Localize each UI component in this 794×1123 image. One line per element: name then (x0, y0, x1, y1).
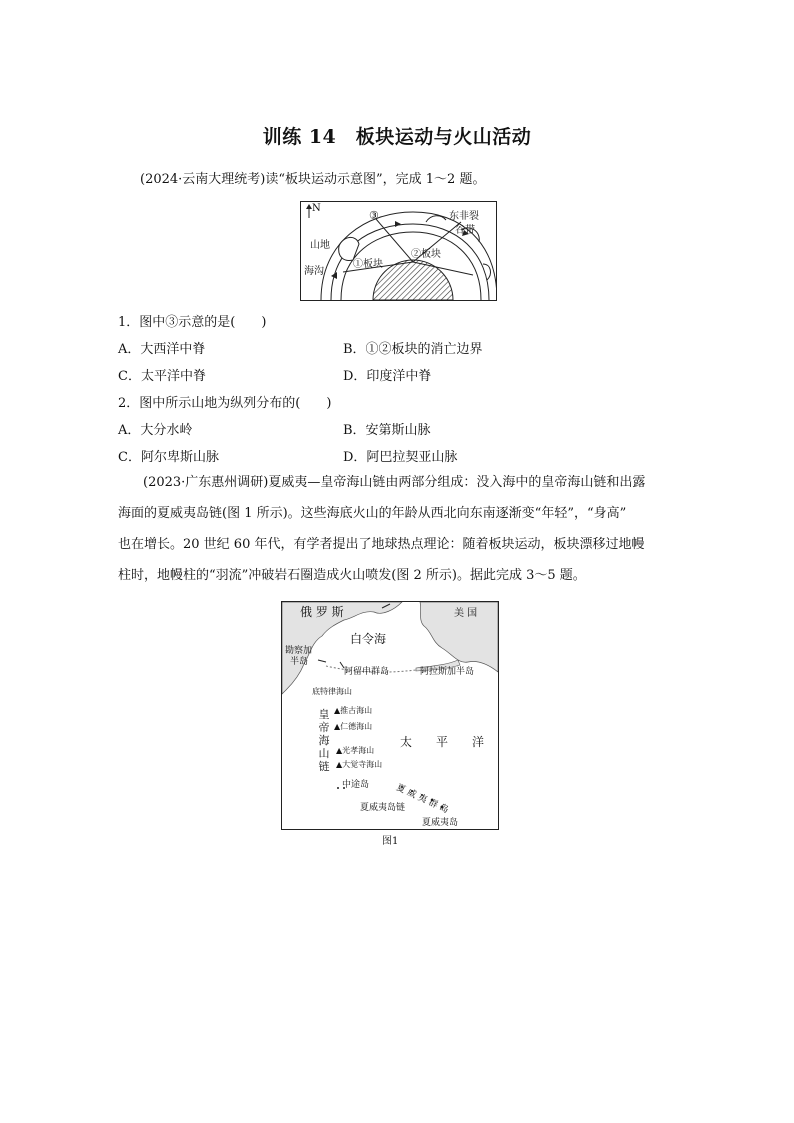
q1-option-d[interactable]: D．印度洋中脊 (343, 369, 432, 384)
kamchatka-label-line2: 半岛 (290, 657, 309, 667)
midway-label: 中途岛 (342, 780, 370, 790)
q1-stem: 1．图中③示意的是( ) (118, 315, 267, 330)
intro-2-line4: 柱时，地幔柱的“羽流”冲破岩石圈造成火山喷发(图 2 所示)。据此完成 3～5 题。 (118, 568, 586, 583)
bering-sea-label: 白令海 (350, 632, 387, 646)
rift-label-line2: 谷带 (455, 225, 475, 236)
alaska-label: 阿拉斯加半岛 (420, 667, 475, 677)
emperor-chain-char-3: 海 (318, 734, 330, 747)
q2-option-b[interactable]: B．安第斯山脉 (343, 423, 431, 438)
koko-seamount-label: ▲光孝海山 (336, 746, 375, 755)
pacific-ocean-label: 太 平 洋 (400, 735, 485, 749)
emperor-chain-char-1: 皇 (318, 708, 330, 721)
trench-label: 海沟 (304, 266, 324, 277)
usa-label: 美 国 (454, 608, 478, 619)
figure-caption: 图1 (382, 836, 399, 847)
kammu-seamount-label: ▲大觉寺海山 (336, 760, 383, 769)
page-title: 训练 14 板块运动与火山活动 (262, 126, 532, 148)
emperor-chain-char-2: 帝 (318, 721, 330, 734)
rift-label-line1: 东非裂 (449, 211, 479, 222)
hawaii-island-label: 夏威夷岛 (422, 818, 459, 828)
intro-2-line2: 海面的夏威夷岛链(图 1 所示)。这些海底火山的年龄从西北向东南逐渐变“年轻”，“身高” (118, 506, 627, 521)
emperor-chain-label (318, 708, 330, 773)
q2-stem: 2．图中所示山地为纵列分布的( ) (118, 396, 332, 411)
plate2-label: ②板块 (411, 249, 441, 260)
q2-option-c[interactable]: C．阿尔卑斯山脉 (118, 450, 219, 465)
hawaiian-chain-label: 夏威夷岛链 (360, 803, 406, 813)
plate-movement-figure (300, 201, 497, 301)
plate1-label: ①板块 (353, 259, 383, 270)
intro-2-line1: (2023·广东惠州调研)夏威夷—皇帝海山链由两部分组成：没入海中的皇帝海山链和出露 (143, 475, 646, 490)
emperor-chain-char-4: 山 (318, 747, 330, 760)
intro-2-line3: 也在增长。20 世纪 60 年代，有学者提出了地球热点理论：随着板块运动，板块漂移过地幔 (118, 537, 645, 552)
ridge-label-3: ③ (369, 209, 379, 222)
q1-option-c[interactable]: C．太平洋中脊 (118, 369, 206, 384)
emperor-chain-char-5: 链 (318, 760, 330, 773)
map-drawing (282, 602, 498, 829)
nintoku-seamount-label: ▲仁德海山 (334, 722, 373, 731)
suiko-seamount-label: ▲推古海山 (334, 706, 373, 715)
q2-option-d[interactable]: D．阿巴拉契亚山脉 (343, 450, 458, 465)
q1-option-a[interactable]: A．大西洋中脊 (118, 342, 206, 357)
mountain-label: 山地 (310, 240, 330, 251)
q1-option-b[interactable]: B．①②板块的消亡边界 (343, 342, 483, 357)
north-label: N (312, 203, 321, 214)
hawaii-emperor-map (281, 601, 499, 830)
q2-option-a[interactable]: A．大分水岭 (118, 423, 193, 438)
russia-label: 俄 罗 斯 (300, 605, 344, 619)
intro-1: (2024·云南大理统考)读“板块运动示意图”，完成 1～2 题。 (140, 172, 486, 187)
aleutian-label: 阿留申群岛 (344, 667, 390, 677)
kamchatka-label-line1: 勘察加 (285, 646, 313, 656)
hawaiian-islands-label: 夏 威 夷 群 岛 (394, 782, 450, 816)
detroit-seamount-label: 底特律海山 (312, 687, 352, 696)
